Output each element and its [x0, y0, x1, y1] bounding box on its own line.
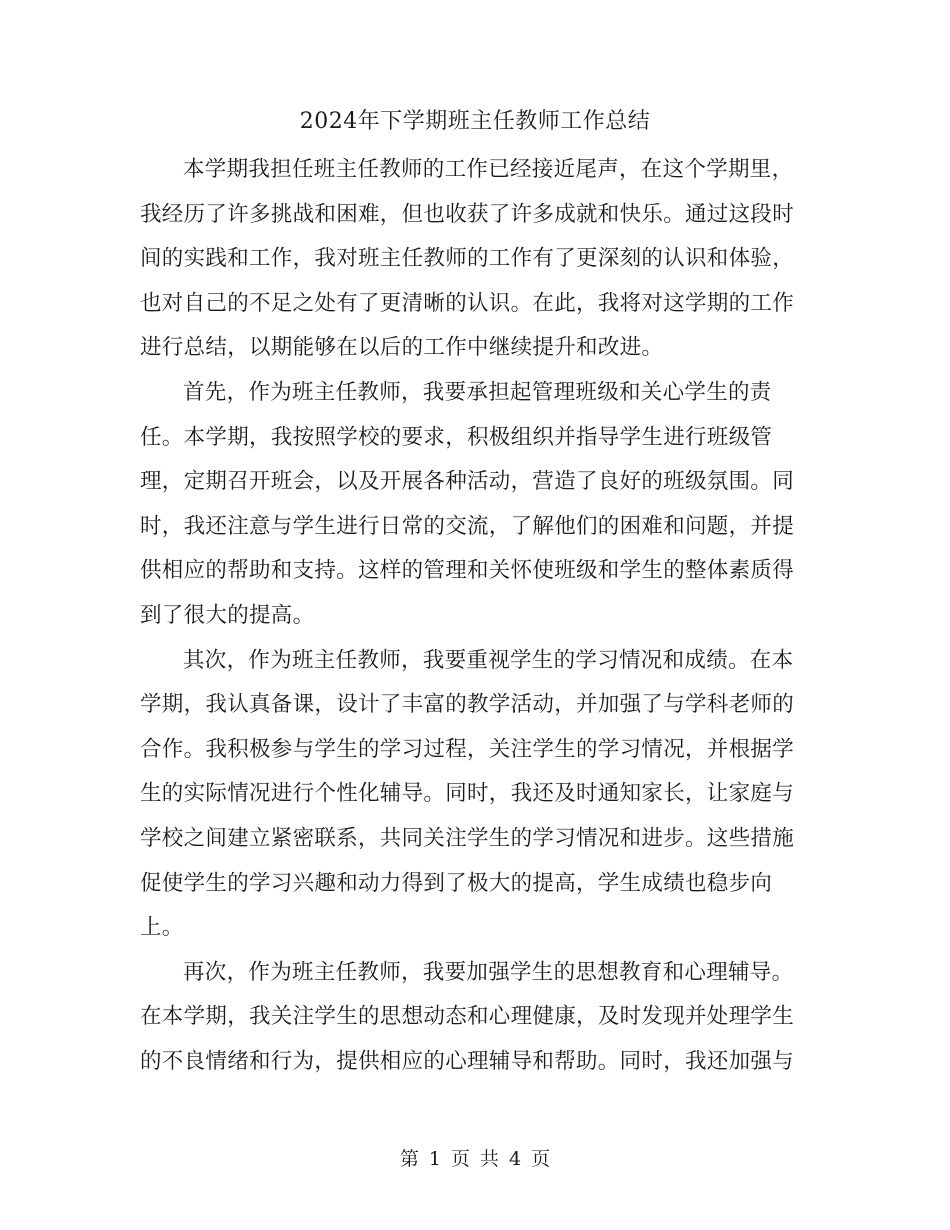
text-line: 生的实际情况进行个性化辅导。同时，我还及时通知家长，让家庭与	[140, 781, 795, 807]
document-body	[140, 148, 800, 1084]
paragraph-study	[140, 639, 800, 951]
text-line: 其次，作为班主任教师，我要重视学生的学习情况和成绩。在本	[183, 647, 794, 673]
text-line: 学校之间建立紧密联系，共同关注学生的学习情况和进步。这些措施	[140, 825, 795, 851]
text-line: 首先，作为班主任教师，我要承担起管理班级和关心学生的责	[183, 379, 772, 405]
text-line: 学期，我认真备课，设计了丰富的教学活动，并加强了与学科老师的	[140, 692, 795, 718]
text-line: 到了很大的提高。	[140, 602, 315, 628]
text-line: 促使学生的学习兴趣和动力得到了极大的提高，学生成绩也稳步向	[140, 870, 773, 896]
text-line: 进行总结，以期能够在以后的工作中继续提升和改进。	[140, 335, 664, 361]
paragraph-class-management	[140, 371, 800, 639]
text-line: 本学期我担任班主任教师的工作已经接近尾声，在这个学期里，	[183, 157, 794, 182]
text-line: 也对自己的不足之处有了更清晰的认识。在此，我将对这学期的工作	[140, 290, 795, 316]
text-line: 上。	[140, 915, 184, 941]
document-title: 2024年下学期班主任教师工作总结	[299, 109, 651, 134]
text-line: 再次，作为班主任教师，我要加强学生的思想教育和心理辅导。	[183, 959, 794, 985]
text-line: 合作。我积极参与学生的学习过程，关注学生的学习情况，并根据学	[140, 736, 795, 762]
text-line: 时，我还注意与学生进行日常的交流，了解他们的困难和问题，并提	[140, 513, 795, 539]
text-line: 我经历了许多挑战和困难，但也收获了许多成就和快乐。通过这段时	[140, 201, 795, 227]
text-line: 间的实践和工作，我对班主任教师的工作有了更深刻的认识和体验，	[140, 246, 795, 272]
text-line: 的不良情绪和行为，提供相应的心理辅导和帮助。同时，我还加强与	[140, 1048, 795, 1074]
paragraph-intro	[140, 148, 800, 371]
text-line: 任。本学期，我按照学校的要求，积极组织并指导学生进行班级管	[140, 424, 773, 450]
text-line: 理，定期召开班会，以及开展各种活动，营造了良好的班级氛围。同	[140, 469, 795, 495]
text-line: 在本学期，我关注学生的思想动态和心理健康，及时发现并处理学生	[140, 1004, 795, 1030]
paragraph-mental-health	[140, 951, 800, 1085]
text-line: 供相应的帮助和支持。这样的管理和关怀使班级和学生的整体素质得	[140, 558, 795, 584]
page-footer: 第 1 页 共 4 页	[399, 1148, 551, 1170]
